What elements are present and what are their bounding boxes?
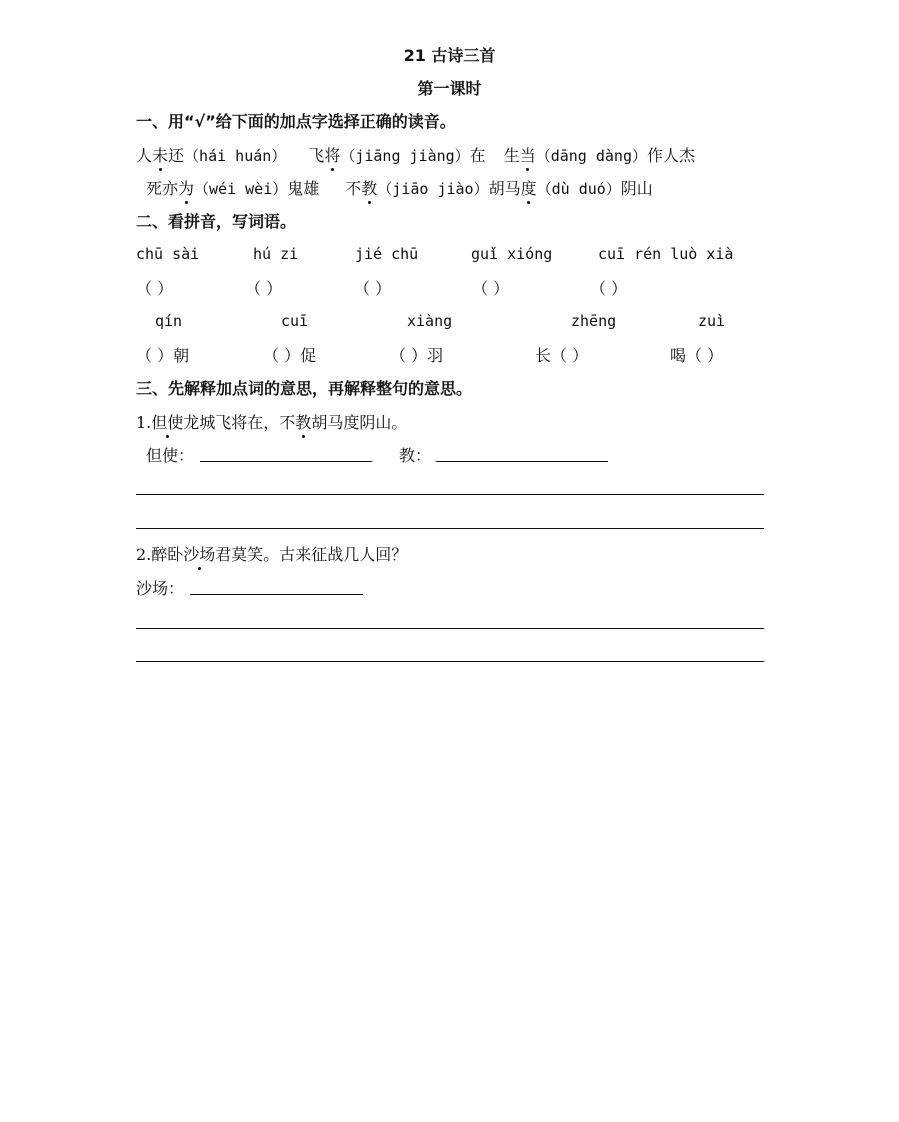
question-text: 君莫笑。古来征战几人回？ bbox=[215, 545, 408, 564]
answer-label: 教： bbox=[399, 446, 432, 465]
pinyin-options: （jiāo jiào） bbox=[377, 180, 489, 198]
item-text: 鬼雄 bbox=[287, 179, 320, 198]
item-text: 胡马 bbox=[488, 179, 521, 198]
pinyin-options: （wéi wèi） bbox=[194, 180, 288, 198]
answer-blank[interactable]: 长（ ） bbox=[535, 346, 589, 365]
pinyin-options: （dāng dàng） bbox=[535, 147, 647, 165]
section-1-row-1 bbox=[136, 143, 695, 166]
answer-label: 沙场： bbox=[136, 579, 185, 598]
question-text: 2.醉卧 bbox=[136, 545, 184, 564]
pinyin-item: xiàng bbox=[407, 312, 453, 330]
answer-blank[interactable]: （ ）朝 bbox=[136, 346, 190, 365]
item-text: 阴山 bbox=[620, 179, 653, 198]
answer-blank[interactable]: （ ） bbox=[136, 279, 174, 298]
answer-blank[interactable]: （ ） bbox=[354, 279, 392, 298]
pinyin-item: qín bbox=[155, 312, 183, 330]
section-1-heading: 一、用“√”给下面的加点字选择正确的读音。 bbox=[136, 112, 456, 131]
item-text: 死亦 bbox=[146, 179, 179, 198]
answer-line[interactable] bbox=[136, 661, 764, 662]
dotted-word: 教 bbox=[295, 410, 311, 433]
pinyin-item: zuì bbox=[698, 312, 726, 330]
section-2-heading: 二、看拼音，写词语。 bbox=[136, 212, 297, 231]
item-text: 作人杰 bbox=[647, 146, 696, 165]
pinyin-item: cuī rén luò xià bbox=[598, 245, 734, 263]
dotted-char: 度 bbox=[521, 176, 537, 199]
question-text: 1. bbox=[136, 413, 152, 432]
item-text: 在 bbox=[469, 146, 486, 165]
answer-line[interactable] bbox=[136, 528, 764, 529]
question-text: 龙城飞将在，不 bbox=[183, 413, 296, 432]
page-title: 21 古诗三首 bbox=[403, 46, 496, 65]
dotted-word: 沙场 bbox=[183, 542, 215, 565]
pinyin-item: guǐ xióng bbox=[471, 245, 553, 263]
answer-line[interactable] bbox=[136, 494, 764, 495]
pinyin-item: hú zi bbox=[253, 245, 299, 263]
pinyin-item: jié chū bbox=[355, 245, 419, 263]
dotted-word: 但使 bbox=[151, 410, 183, 433]
question-2 bbox=[136, 542, 407, 565]
answer-blank[interactable]: （ ）促 bbox=[263, 346, 317, 365]
answer-line[interactable] bbox=[136, 628, 764, 629]
answer-blank[interactable]: （ ）羽 bbox=[390, 346, 444, 365]
item-text: 生 bbox=[503, 146, 520, 165]
item-text: 人 bbox=[136, 146, 153, 165]
answer-label: 但使： bbox=[146, 446, 195, 465]
answer-blank[interactable]: 喝（ ） bbox=[670, 346, 724, 365]
item-text: 飞 bbox=[308, 146, 325, 165]
dotted-char: 为 bbox=[178, 176, 194, 199]
pinyin-options: （hái huán） bbox=[184, 147, 287, 165]
answer-blank[interactable]: （ ） bbox=[245, 279, 283, 298]
answer-blank[interactable]: （ ） bbox=[590, 279, 628, 298]
section-1-row-2 bbox=[146, 176, 653, 199]
answer-line[interactable] bbox=[200, 461, 372, 462]
answer-blank[interactable]: （ ） bbox=[472, 279, 510, 298]
dotted-char: 未 bbox=[152, 143, 168, 166]
page-subtitle: 第一课时 bbox=[417, 79, 482, 98]
question-text: 胡马度阴山。 bbox=[311, 413, 408, 432]
question-1 bbox=[136, 410, 407, 433]
pinyin-options: （dù duó） bbox=[536, 180, 621, 198]
answer-line[interactable] bbox=[436, 461, 608, 462]
pinyin-item: chū sài bbox=[136, 245, 200, 263]
pinyin-item: zhēng bbox=[571, 312, 617, 330]
item-text: 还 bbox=[168, 146, 185, 165]
dotted-char: 教 bbox=[361, 176, 377, 199]
pinyin-item: cuī bbox=[281, 312, 309, 330]
section-3-heading: 三、先解释加点词的意思，再解释整句的意思。 bbox=[136, 379, 473, 398]
answer-line[interactable] bbox=[190, 594, 363, 595]
dotted-char: 将 bbox=[324, 143, 340, 166]
pinyin-options: （jiāng jiàng） bbox=[340, 147, 470, 165]
item-text: 不 bbox=[345, 179, 362, 198]
dotted-char: 当 bbox=[520, 143, 536, 166]
